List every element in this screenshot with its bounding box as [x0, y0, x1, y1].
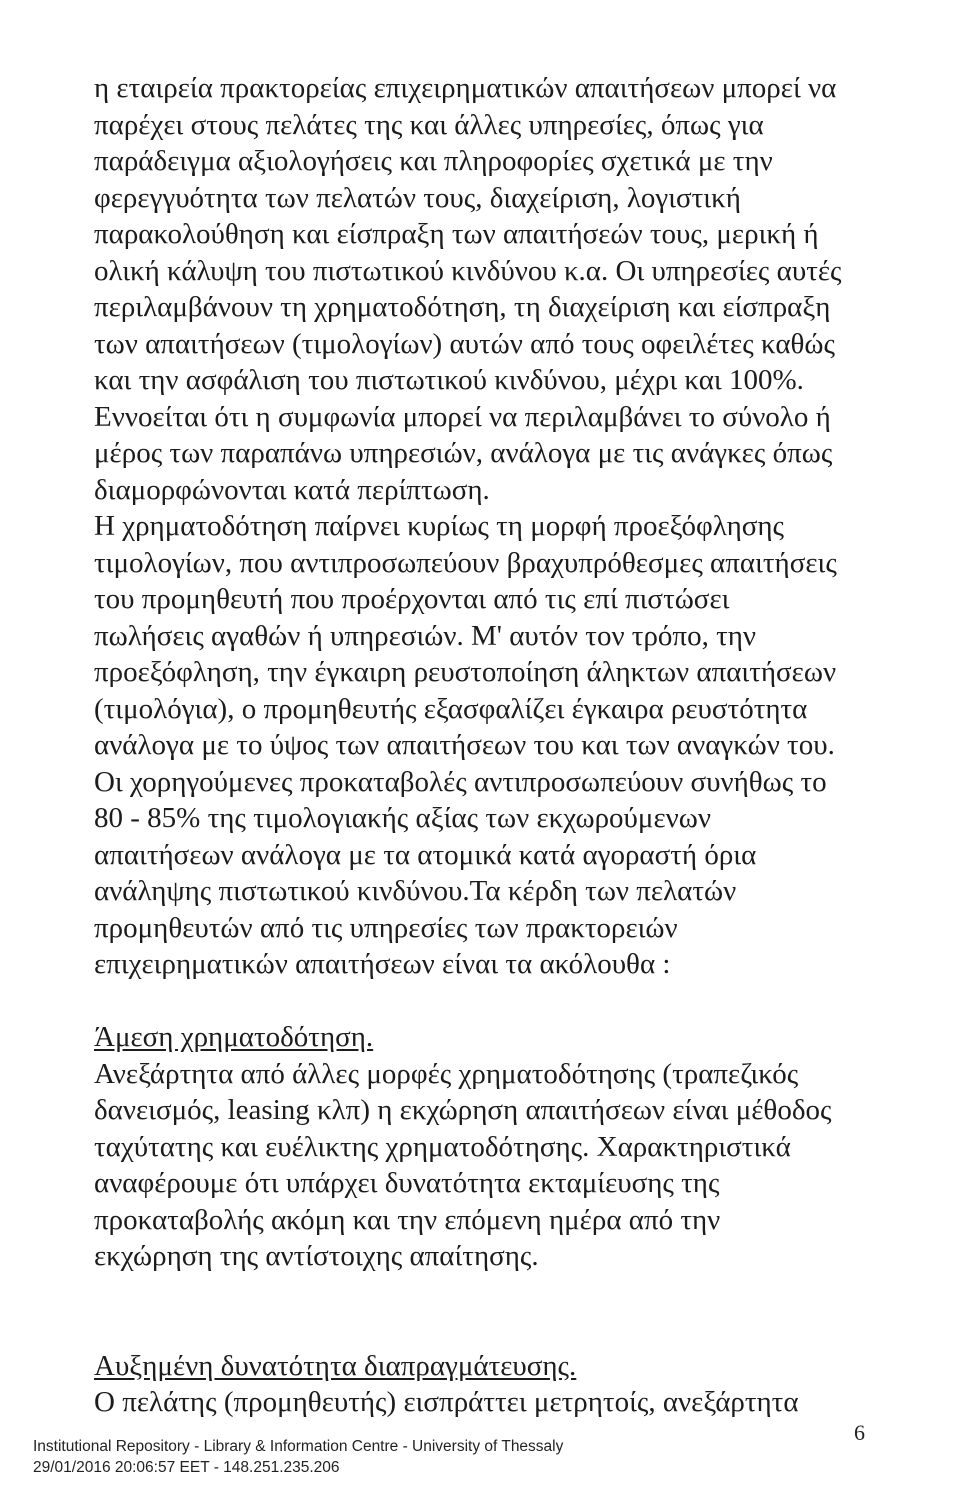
text-line: προεξόφληση, την έγκαιρη ρευστοποίηση άληκτων απαιτήσεων — [94, 656, 837, 688]
footer-repository: Institutional Repository - Library & Information Centre - University of Thessaly — [33, 1438, 564, 1455]
text-line: φερεγγυότητα των πελατών τους, διαχείριση, λογιστική — [94, 181, 741, 214]
spacer — [94, 1275, 884, 1348]
text-line: ολική κάλυψη του πιστωτικού κινδύνου κ.α. Οι υπηρεσίες αυτές — [94, 254, 842, 287]
repository-footer — [33, 1436, 563, 1478]
text-line: ανάλογα με το ύψος των απαιτήσεων του και των αναγκών του. — [94, 729, 835, 761]
paragraph-1 — [94, 70, 884, 508]
text-line: Ο πελάτης (προμηθευτής) εισπράττει μετρητοίς, ανεξάρτητα — [94, 1386, 799, 1418]
section-heading: Άμεση χρηματοδότηση. — [94, 1021, 374, 1053]
text-line: αναφέρουμε ότι υπάρχει δυνατότητα εκταμίευσης της — [94, 1167, 720, 1199]
section-heading: Αυξημένη δυνατότητα διαπραγμάτευσης. — [94, 1349, 577, 1382]
text-line: επιχειρηματικών απαιτήσεων είναι τα ακόλουθα : — [94, 948, 671, 980]
spacer — [94, 983, 884, 1020]
text-line: των απαιτήσεων (τιμολογίων) αυτών από τους οφειλέτες καθώς — [94, 327, 835, 360]
text-line: Ανεξάρτητα από άλλες μορφές χρηματοδότησης (τραπεζικός — [94, 1057, 799, 1090]
text-line: Εννοείται ότι η συμφωνία μπορεί να περιλαμβάνει το σύνολο ή — [94, 400, 831, 433]
document-page — [94, 70, 884, 1421]
text-line: παρέχει στους πελάτες της και άλλες υπηρεσίες, όπως για — [94, 108, 764, 141]
paragraph-3 — [94, 764, 884, 983]
footer-stamp: 29/01/2016 20:06:57 EET - 148.251.235.206 — [33, 1459, 340, 1476]
text-line: η εταιρεία πρακτορείας επιχειρηματικών απαιτήσεων μπορεί να — [94, 72, 837, 104]
text-line: εκχώρηση της αντίστοιχης απαίτησης. — [94, 1240, 539, 1272]
text-line: και την ασφάλιση του πιστωτικού κινδύνου, μέχρι και 100%. — [94, 364, 804, 396]
text-line: διαμορφώνονται κατά περίπτωση. — [94, 473, 490, 506]
text-line: (τιμολόγια), ο προμηθευτής εξασφαλίζει έγκαιρα ρευστότητα — [94, 692, 808, 725]
text-line: προμηθευτών από τις υπηρεσίες των πρακτορειών — [94, 911, 678, 944]
paragraph-2 — [94, 508, 884, 764]
text-line: παράδειγμα αξιολογήσεις και πληροφορίες σχετικά με την — [94, 145, 773, 177]
text-line: παρακολούθηση και είσπραξη των απαιτήσεών τους, μερική ή — [94, 218, 819, 250]
text-line: προκαταβολής ακόμη και την επόμενη ημέρα από την — [94, 1203, 721, 1236]
text-line: δανεισμός, leasing κλπ) η εκχώρηση απαιτήσεων είναι μέθοδος — [94, 1094, 832, 1126]
text-line: 80 - 85% της τιμολογιακής αξίας των εκχωρούμενων — [94, 802, 711, 834]
page-number: 6 — [854, 1420, 865, 1445]
section-negotiation — [94, 1348, 884, 1421]
text-line: ανάληψης πιστωτικού κινδύνου.Τα κέρδη των πελατών — [94, 875, 737, 907]
text-line: Οι χορηγούμενες προκαταβολές αντιπροσωπεύουν συνήθως το — [94, 765, 827, 798]
text-line: ταχύτατης και ευέλικτης χρηματοδότησης. Χαρακτηριστικά — [94, 1130, 791, 1163]
text-line: Η χρηματοδότηση παίρνει κυρίως τη μορφή προεξόφλησης — [94, 510, 785, 542]
text-line: απαιτήσεων ανάλογα με τα ατομικά κατά αγοραστή όρια — [94, 838, 757, 871]
section-direct-financing — [94, 1019, 884, 1275]
text-line: περιλαμβάνουν τη χρηματοδότηση, τη διαχείριση και είσπραξη — [94, 291, 831, 323]
text-line: πωλήσεις αγαθών ή υπηρεσιών. Μ' αυτόν τον τρόπο, την — [94, 619, 757, 652]
text-line: τιμολογίων, που αντιπροσωπεύουν βραχυπρόθεσμες απαιτήσεις — [94, 546, 837, 579]
text-line: του προμηθευτή που προέρχονται από τις επί πιστώσει — [94, 583, 730, 615]
text-line: μέρος των παραπάνω υπηρεσιών, ανάλογα με τις ανάγκες όπως — [94, 437, 833, 469]
